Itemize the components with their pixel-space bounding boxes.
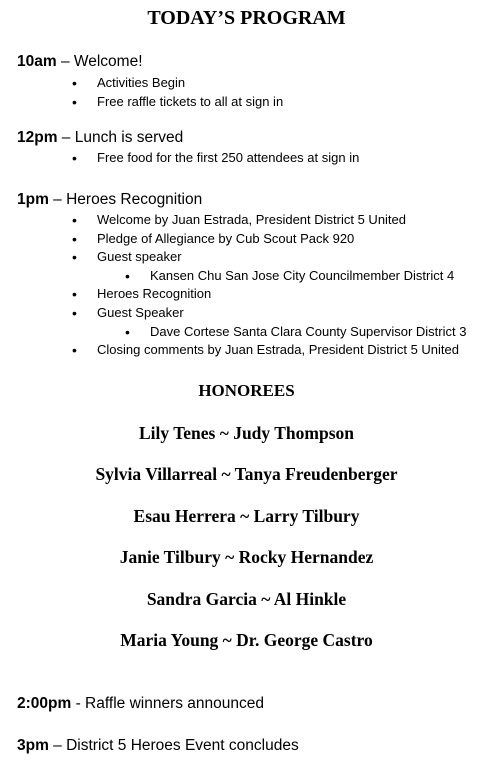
list-item: • Closing comments by Juan Estrada, President District 5 United [97,341,459,360]
time-label: 1pm [17,191,49,208]
honorees-heading: HONOREES [198,381,295,400]
event-label: – Heroes Recognition [48,191,203,208]
schedule-3pm [17,737,299,755]
list-item: • Welcome by Juan Estrada, President District 5 United [97,211,459,230]
event-label: – Welcome! [56,53,143,70]
schedule-10am [17,53,143,71]
event-label: – District 5 Heroes Event concludes [48,737,299,754]
list-item: • Activities Begin [97,74,283,93]
time-label: 3pm [17,737,49,754]
list-item: • Free raffle tickets to all at sign in [97,93,283,112]
list-item: • Guest Speaker [97,304,459,323]
time-label: 2:00pm [17,695,72,712]
list-item: • Guest speaker [97,248,459,267]
schedule-2pm [17,695,264,713]
sub-list-item: • Dave Cortese Santa Clara County Supervisor District 3 [150,323,493,342]
heroes-list [0,211,467,360]
event-label: - Raffle winners announced [71,695,265,712]
schedule-1pm [17,191,202,209]
honoree-pair: Janie Tilbury ~ Rocky Hernandez [119,547,374,567]
page-title: TODAY’S PROGRAM [147,7,346,29]
schedule-12pm [17,129,183,147]
honoree-pair: Esau Herrera ~ Larry Tilbury [133,506,360,526]
time-label: 10am [17,53,57,70]
sub-list-item: • Kansen Chu San Jose City Councilmember District 4 [150,267,493,286]
honoree-pair: Maria Young ~ Dr. George Castro [120,630,373,650]
time-label: 12pm [17,129,58,146]
honoree-pair: Sylvia Villarreal ~ Tanya Freudenberger [95,464,398,484]
welcome-list [0,74,284,111]
list-item: • Free food for the first 250 attendees at sign in [97,149,359,168]
honoree-pair: Sandra Garcia ~ Al Hinkle [146,589,347,609]
honoree-pair: Lily Tenes ~ Judy Thompson [139,423,354,443]
list-item: • Heroes Recognition [97,285,459,304]
event-label: – Lunch is served [57,129,184,146]
lunch-list [0,149,360,168]
list-item: • Pledge of Allegiance by Cub Scout Pack 920 [97,230,459,249]
